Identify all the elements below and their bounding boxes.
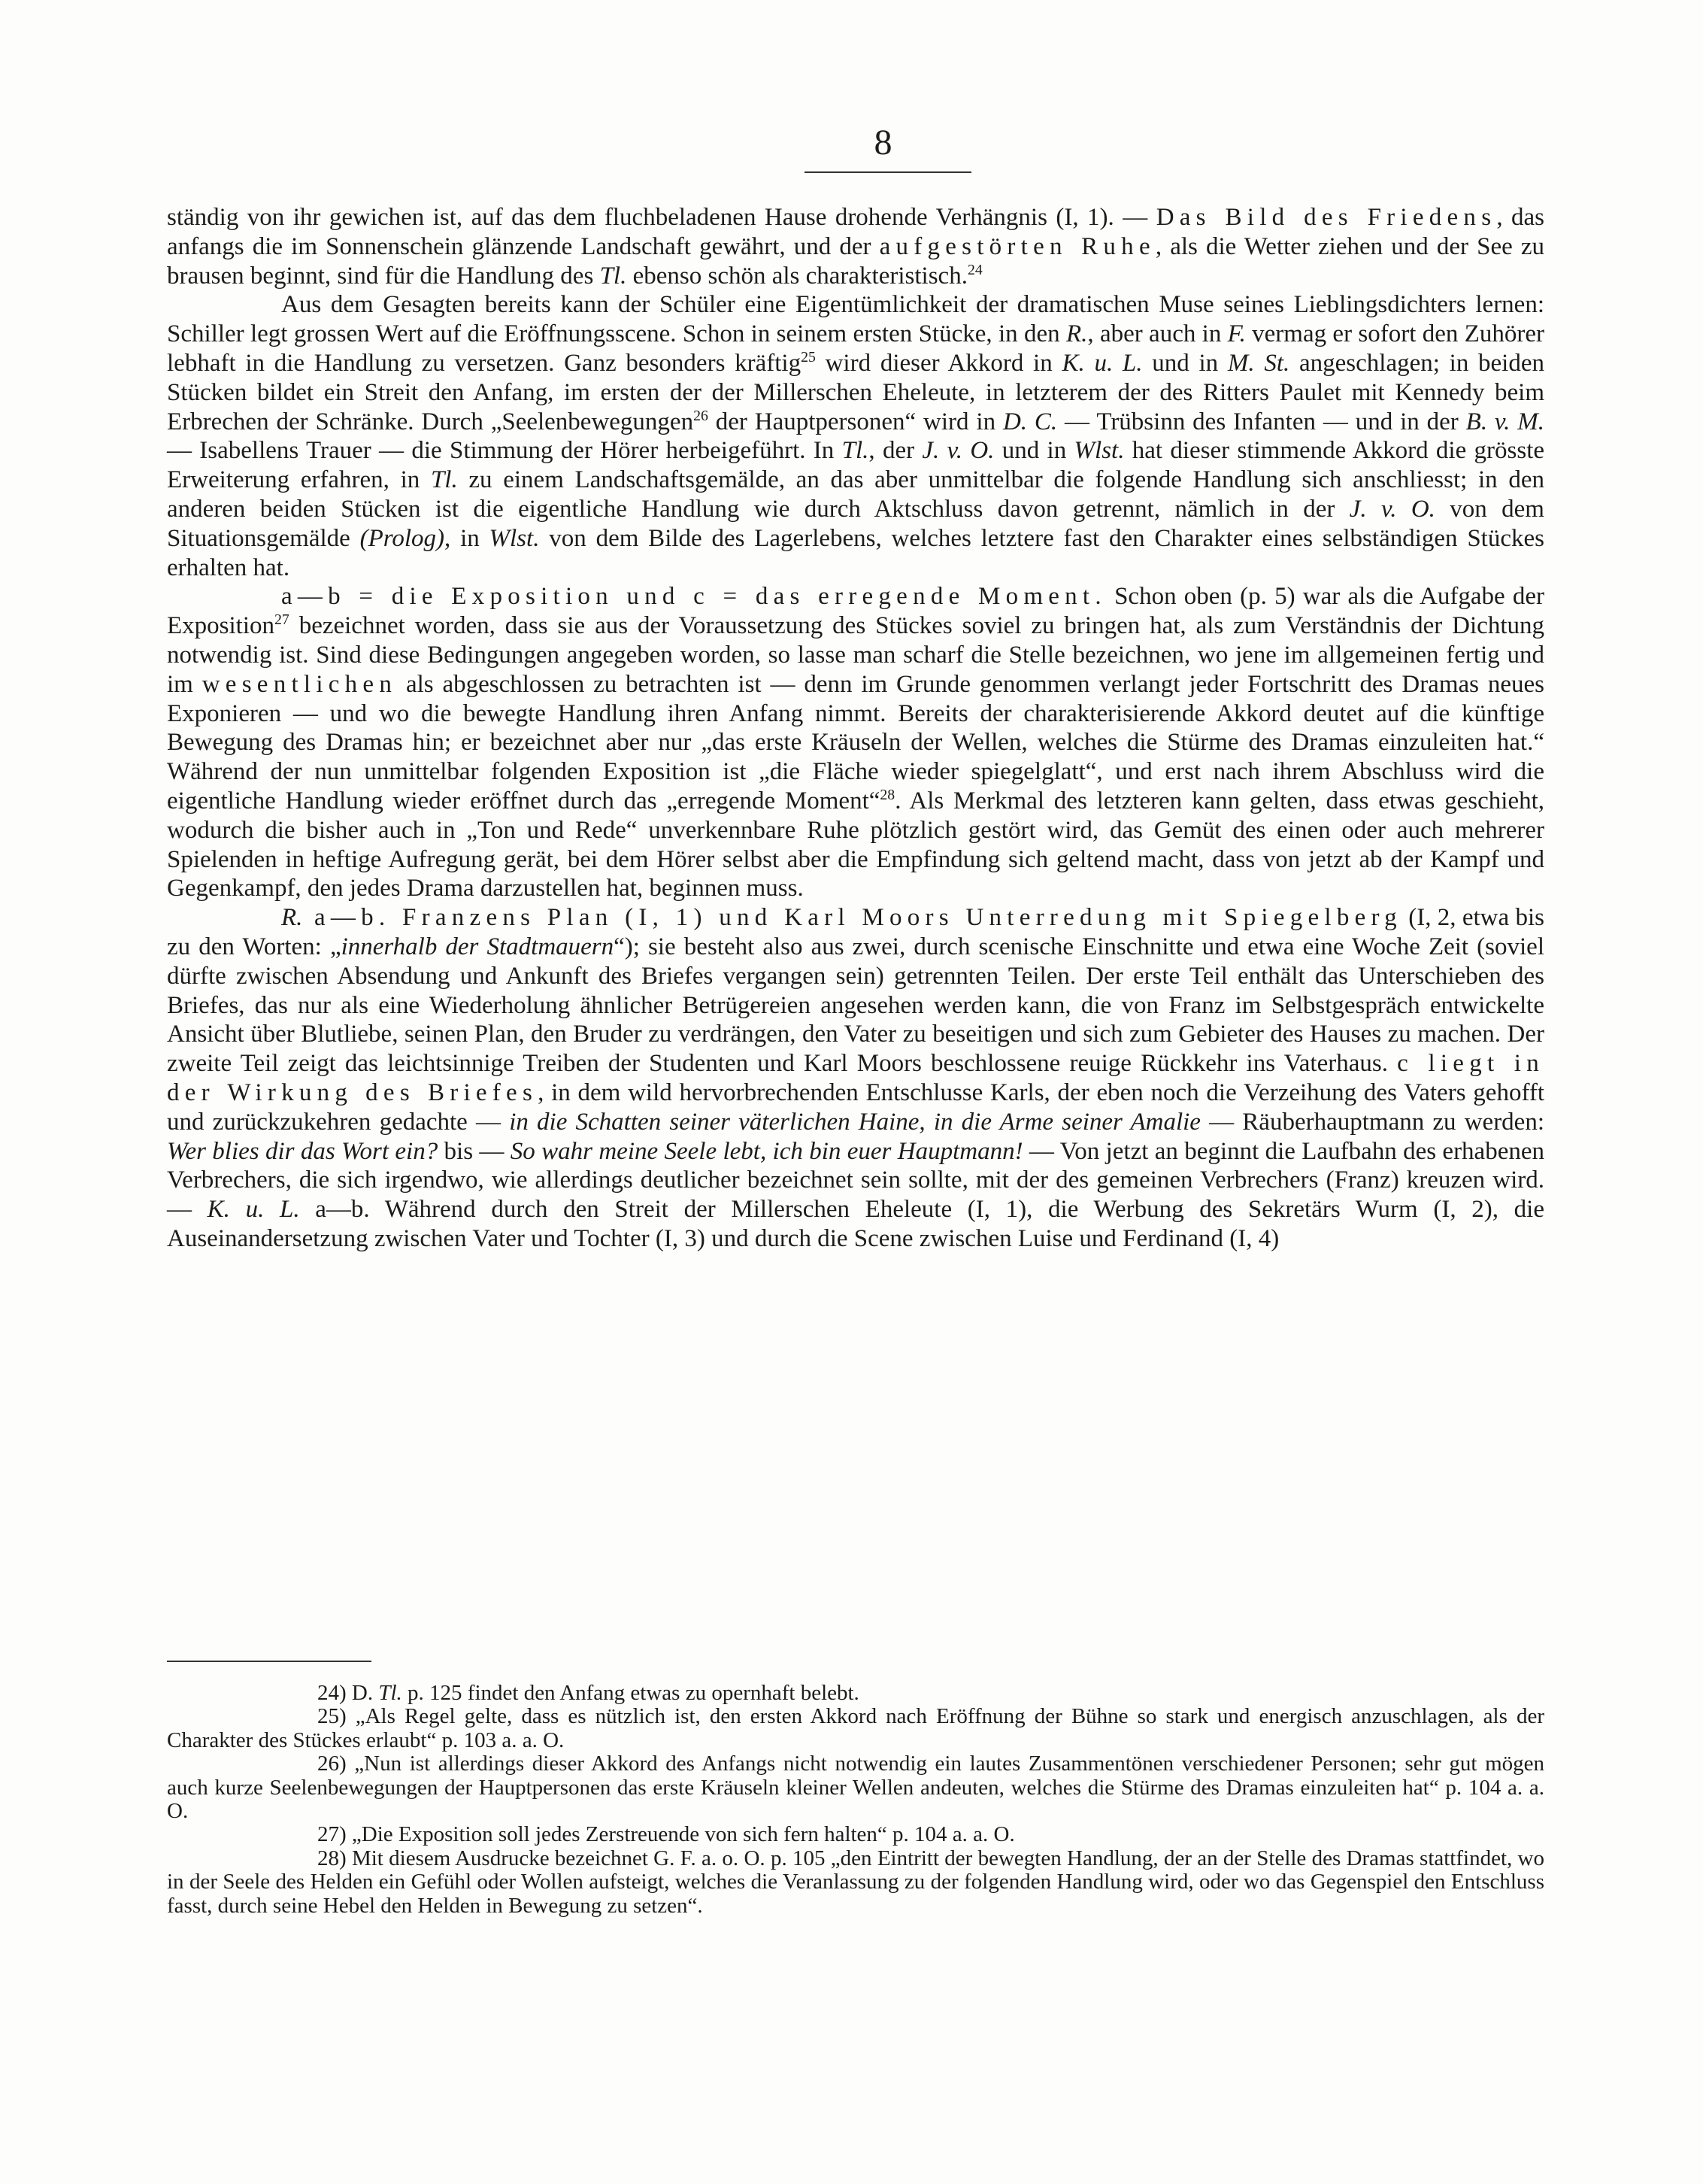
title-abbrev: F. bbox=[1227, 320, 1246, 348]
text-run: angeschlagen; in beiden Stücken bildet ein Streit den Anfang, im ersten der der Millerschen Eheleute, in letzterem der des Ritters Paulet mit Kennedy beim Erbrechen der Schränke. Durch „Seelenbewegungen bbox=[167, 349, 1545, 435]
text-run: , der bbox=[868, 437, 923, 465]
title-abbrev: K. u. L. bbox=[1062, 349, 1143, 377]
title-abbrev: R. bbox=[1065, 320, 1088, 348]
spaced-text: a—b. Franzens Plan (I, 1) und Karl Moors Unterredung mit Spiegelberg bbox=[302, 904, 1402, 932]
page-number: 8 bbox=[874, 123, 893, 162]
text-run: vermag er sofort den Zuhörer lebhaft in die Handlung zu versetzen. Ganz besonders kräftig bbox=[167, 320, 1544, 377]
text-run: und in bbox=[1142, 349, 1228, 377]
title-abbrev: B. v. M. bbox=[1465, 408, 1544, 435]
title-abbrev: R. bbox=[281, 904, 303, 932]
text-run: , als die Wetter ziehen und der See zu brausen beginnt, sind für die Handlung des bbox=[167, 232, 1544, 290]
text-run: wird dieser Akkord in bbox=[815, 349, 1062, 377]
text-run: von dem Bilde des Lagerlebens, welches letztere fast den Charakter eines selbständigen Stückes erhalten hat. bbox=[167, 524, 1544, 581]
quote-italic: innerhalb der Stadtmauern bbox=[341, 933, 614, 960]
spaced-text: aufgestörten Ruhe bbox=[879, 232, 1156, 260]
main-text bbox=[167, 203, 1544, 1254]
footnotes bbox=[167, 1682, 1544, 1918]
text-run: — Isabellens Trauer — die Stimmung der Hörer herbeigeführt. In bbox=[167, 437, 842, 465]
text-run: , in dem wild hervorbrechenden Entschlusse Karls, der eben noch die Verzeihung des Vaters gehofft und zurückzukehren gedachte — bbox=[167, 1078, 1544, 1136]
text-run: p. 125 findet den Anfang etwas zu opernhaft belebt. bbox=[402, 1681, 859, 1705]
text-run: ebenso schön als charakteristisch. bbox=[626, 262, 968, 290]
text-run: zu einem Landschaftsgemälde, an das aber unmittelbar die folgende Handlung sich anschliesst; in den anderen beiden Stücken ist die eigentliche Handlung wie durch Aktschluss davon getrennt, nämlich in der bbox=[167, 466, 1544, 523]
title-abbrev: Wlst. bbox=[489, 524, 540, 552]
text-run: — Von jetzt an beginnt die Laufbahn des erhabenen Verbrechers, die sich irgendwo, wie allerdings deutlicher bezeichnet sein sollte, mit der des gemeinen Verbrechers (Franz) kreuzen wird. — bbox=[167, 1137, 1544, 1224]
text-run: bezeichnet worden, dass sie aus der Voraussetzung des Stückes soviel zu bringen hat, als zum Verständnis der Dichtung notwendig ist. Sind diese Bedingungen angegeben worden, so lasse man scharf die Stelle bezeichnen, wo jene im allgemeinen fertig und im bbox=[167, 612, 1544, 698]
text-run: . Als Merkmal des letzteren kann gelten, dass etwas geschieht, wodurch die bisher auch in „Ton und Rede“ unverkennbare Ruhe plötzlich gestört wird, das Gemüt des einen oder auch mehrerer Spielenden in heftige Aufregung gerät, bei dem Hörer selbst aber die Empfindung sich geltend macht, dass von jetzt ab der Kampf und Gegenkampf, den jedes Drama darzustellen hat, beginnen muss. bbox=[167, 787, 1545, 902]
footnote-26: 26) „Nun ist allerdings dieser Akkord des Anfangs nicht notwendig ein lautes Zusammentönen verschiedener Personen; sehr gut mögen auch kurze Seelenbewegungen der Hauptpersonen das erste Kräuseln kleiner Wellen andeuten, welches die Stürme des Dramas einzuleiten hat“ p. 104 a. a. O. bbox=[167, 1752, 1544, 1824]
spaced-text: Das Bild des Friedens bbox=[1156, 204, 1497, 231]
paragraph-3 bbox=[167, 582, 1544, 903]
footnote-ref-26: 26 bbox=[693, 407, 708, 424]
title-abbrev: Tl. bbox=[599, 262, 627, 290]
title-abbrev: M. St. bbox=[1227, 349, 1290, 377]
paragraph-2 bbox=[167, 290, 1544, 582]
spaced-text: c liegt in der Wirkung des Briefes bbox=[167, 1050, 1544, 1106]
text-run: , das anfangs die im Sonnenschein glänzende Landschaft gewährt, und der bbox=[167, 204, 1545, 260]
paragraph-1 bbox=[167, 203, 1544, 290]
title-abbrev: J. v. O. bbox=[922, 437, 995, 465]
quote-italic: in die Schatten seiner väterlichen Haine, in die Arme seiner Amalie bbox=[509, 1108, 1201, 1136]
text-run: , in bbox=[444, 524, 489, 552]
quote-italic: Wer blies dir das Wort ein? bbox=[167, 1137, 438, 1165]
title-abbrev: K. u. L. bbox=[207, 1196, 300, 1224]
footnote-ref-28: 28 bbox=[880, 786, 895, 803]
text-run: — Räuberhauptmann zu werden: bbox=[1200, 1108, 1544, 1136]
text-run: “); sie besteht also aus zwei, durch scenische Einschnitte und etwa eine Woche Zeit (soviel dürfte zwischen Absendung und Ankunft des Briefes vergangen sein) getrennten Teilen. Der erste Teil enthält das Unterschieben des Briefes, das nur als eine Wiederholung ähnlicher Betrügereien angesehen werden kann, die von Franz im Selbstgespräch entwickelte Ansicht über Blutliebe, seinen Plan, den Bruder zu verdrängen, den Vater zu beseitigen und sich zum Gebieter des Hauses zu machen. Der zweite Teil zeigt das leichtsinnige Treiben der Studenten und Karl Moors beschlossene reuige Rückkehr ins Vaterhaus. bbox=[167, 933, 1544, 1078]
footnote-rule bbox=[167, 1661, 371, 1662]
footnote-24 bbox=[167, 1682, 1544, 1705]
text-run: und in bbox=[994, 437, 1074, 465]
text-run: ständig von ihr gewichen ist, auf das dem fluchbeladenen Hause drohende Verhängnis (I, 1). — bbox=[167, 204, 1156, 231]
footnote-ref-24: 24 bbox=[967, 261, 983, 278]
spaced-text: a—b = die Exposition und c = das erregende Moment. bbox=[281, 583, 1107, 611]
header-rule bbox=[805, 171, 971, 173]
text-run: als abgeschlossen zu betrachten ist — denn im Grunde genommen verlangt jeder Fortschritt des Dramas neues Exponieren — und wo die bewegte Handlung ihren Anfang nimmt. Bereits der charakterisierende Akkord deutet auf die künftige Bewegung des Dramas hin; er bezeichnet aber nur „das erste Kräuseln der Wellen, welches die Stürme des Dramas einzuleiten hat.“ Während der nun unmittelbar folgenden Exposition ist „die Fläche wieder spiegelglatt“, und erst nach ihrem Abschluss wird die eigentliche Handlung wieder eröffnet durch das „erregende Moment“ bbox=[167, 670, 1544, 814]
title-abbrev: Wlst. bbox=[1074, 437, 1125, 465]
text-run: , aber auch in bbox=[1087, 320, 1228, 348]
footnote-27: 27) „Die Exposition soll jedes Zerstreuende von sich fern halten“ p. 104 a. a. O. bbox=[317, 1822, 1015, 1847]
text-run: a—b. Während durch den Streit der Millerschen Eheleute (I, 1), die Werbung des Sekretärs Wurm (I, 2), die Auseinandersetzung zwischen Vater und Tochter (I, 3) und durch die Scene zwischen Luise und Ferdinand (I, 4) bbox=[167, 1196, 1544, 1252]
text-run: 24) D. bbox=[317, 1681, 379, 1705]
text-run: hat dieser stimmende Akkord die grösste Erweiterung erfahren, in bbox=[167, 437, 1545, 494]
title-abbrev: Tl. bbox=[841, 437, 869, 465]
text-run: (I, 2, etwa bis zu den Worten: „ bbox=[167, 904, 1544, 960]
footnote-ref-27: 27 bbox=[274, 611, 289, 629]
footnote-25: 25) „Als Regel gelte, dass es nützlich ist, den ersten Akkord nach Eröffnung der Bühne so stark und energisch anzuschlagen, als der Charakter des Stückes erlaubt“ p. 103 a. a. O. bbox=[167, 1704, 1544, 1752]
title-abbrev: (Prolog) bbox=[359, 524, 445, 552]
title-abbrev: Tl. bbox=[378, 1681, 402, 1705]
spaced-text: wesentlichen bbox=[202, 670, 398, 698]
text-run: bis — bbox=[438, 1137, 511, 1165]
text-run: Schon oben (p. 5) war als die Aufgabe der Exposition bbox=[167, 583, 1544, 640]
title-abbrev: Tl. bbox=[430, 466, 458, 494]
text-run: — Trübsinn des Infanten — und in der bbox=[1057, 408, 1466, 435]
paragraph-4 bbox=[167, 903, 1544, 1254]
text-run: Aus dem Gesagten bereits kann der Schüler eine Eigentümlichkeit der dramatischen Muse seines Lieblingsdichters lernen: Schiller legt grossen Wert auf die Eröffnungsscene. Schon in seinem ersten Stücke, in den bbox=[167, 291, 1544, 348]
text-run: der Hauptpersonen“ wird in bbox=[708, 408, 1003, 435]
quote-italic: So wahr meine Seele lebt, ich bin euer Hauptmann! bbox=[510, 1137, 1023, 1165]
footnote-ref-25: 25 bbox=[801, 348, 816, 366]
title-abbrev: D. C. bbox=[1002, 408, 1058, 435]
text-run: von dem Situationsgemälde bbox=[167, 495, 1544, 552]
title-abbrev: J. v. O. bbox=[1349, 495, 1435, 523]
footnote-28: 28) Mit diesem Ausdrucke bezeichnet G. F. a. o. O. p. 105 „den Eintritt der bewegten Handlung, der an der Stelle des Dramas stattfindet, wo in der Seele des Helden ein Gefühl oder Wollen aufsteigt, welches die Veranlassung zu der folgenden Handlung wird, oder wo das Gegenspiel den Entschluss fasst, durch seine Hebel den Helden in Bewegung zu setzen“. bbox=[167, 1846, 1544, 1918]
